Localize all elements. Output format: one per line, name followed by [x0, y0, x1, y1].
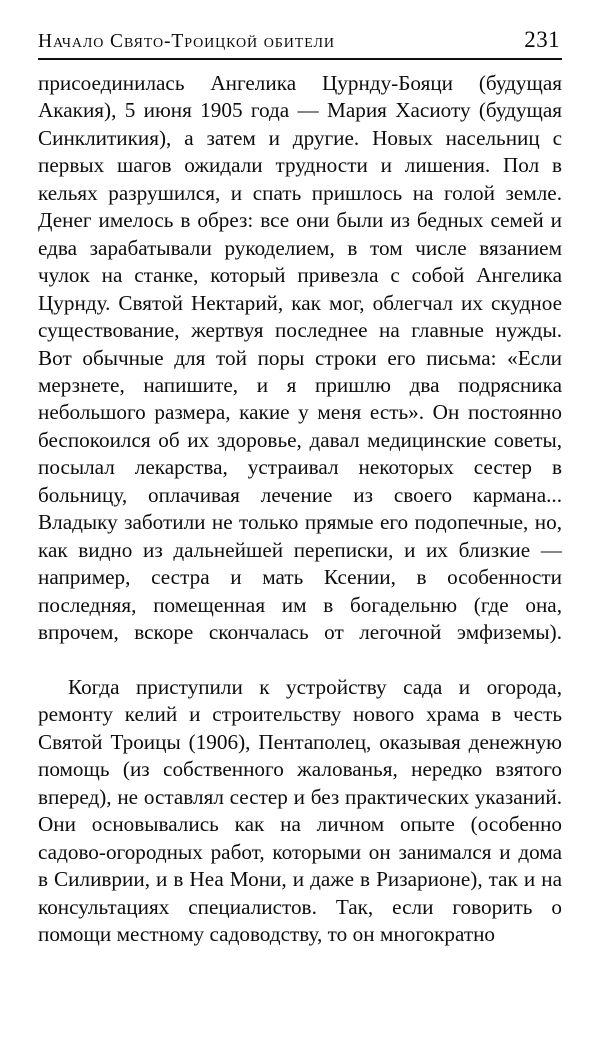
paragraph-2: Когда приступили к устройству сада и огорода, ремонту келий и строительству нового храма в честь Святой Троицы (1906), Пентаполец, оказывая денежную помощь (из собственного жалованья, нередко взятого вперед), не оставлял сестер и без практических указаний. Они основывались как на личном опыте (особенно садово-огородных работ, которыми он занимался и дома в Силиврии, и в Неа Мони, и даже в Ризарионе), так и на консультациях специалистов. Так, если говорить о помощи местному садоводству, то он многократно	[38, 674, 562, 947]
running-head	[38, 27, 562, 53]
running-head-title: Начало Свято-Троицкой обители	[38, 31, 335, 52]
header-rule	[38, 58, 562, 60]
paragraph-1: присоединилась Ангелика Цурнду-Бояци (будущая Акакия), 5 июня 1905 года — Мария Хасиоту (будущая Синклитикия), а затем и другие. Новых насельниц с первых шагов ожидали трудности и лишения. Пол в кельях разрушился, и спать пришлось на голой земле. Денег имелось в обрез: все они были из бедных семей и едва зарабатывали рукоделием, в том числе вязанием чулок на станке, который привезла с собой Ангелика Цурнду. Святой Нектарий, как мог, облегчал их скудное существование, жертвуя последнее на главные нужды. Вот обычные для той поры строки его письма: «Если мерзнете, напишите, и я пришлю два подрясника небольшого размера, какие у меня есть». Он постоянно беспокоился об их здоровье, давал медицинские советы, посылал лекарства, устраивал некоторых сестер в больницу, оплачивая лечение из своего кармана... Владыку заботили не только прямые его подопечные, но, как видно из дальнейшей переписки, и их близкие — например, сестра и мать Ксении, в особенности последняя, помещенная им в богадельню (где она, впрочем, вскоре скончалась от легочной эмфиземы).	[38, 71, 562, 645]
body-text-block	[38, 70, 562, 949]
page-number: 231	[524, 27, 560, 52]
